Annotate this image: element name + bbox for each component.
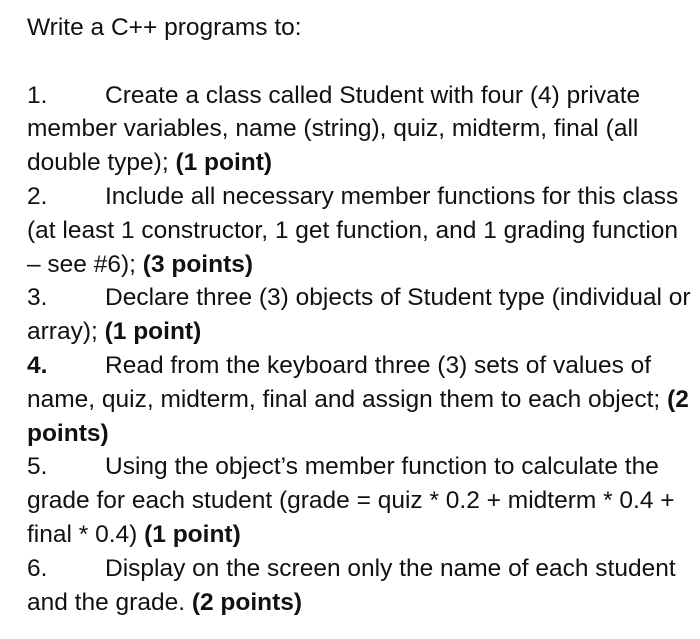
task-text: Include all necessary member functions for this class (at least 1 constructor, 1 get function, and 1 grading function – see #6); <box>27 182 679 278</box>
task-text: Display on the screen only the name of each student and the grade. <box>27 554 676 616</box>
task-number: 3. <box>27 284 48 312</box>
task-item-4 <box>27 349 692 450</box>
task-number: 5. <box>27 453 48 481</box>
task-points: (1 point) <box>144 520 241 548</box>
task-points: (2 points) <box>27 385 689 447</box>
assignment-document <box>27 11 692 619</box>
task-item-3 <box>27 281 692 349</box>
task-points: (3 points) <box>142 250 254 278</box>
task-item-6 <box>27 552 692 620</box>
task-text: Read from the keyboard three (3) sets of values of name, quiz, midterm, final and assign them to each object; <box>27 351 661 413</box>
task-points: (1 point) <box>104 318 202 346</box>
task-points: (2 points) <box>191 588 303 616</box>
assignment-title: Write a C++ programs to: <box>27 14 302 41</box>
task-number: 6. <box>27 554 48 582</box>
task-points: (1 point) <box>175 149 273 177</box>
task-number: 1. <box>27 81 48 109</box>
blank-line <box>27 45 692 79</box>
task-item-2 <box>27 180 692 281</box>
task-number: 4. <box>27 351 48 379</box>
task-item-5 <box>27 450 692 551</box>
task-number: 2. <box>27 182 48 210</box>
task-text: Using the object’s member function to calculate the grade for each student (grade = quiz * 0.2 + midterm * 0.4 + final * 0.4) <box>27 453 675 548</box>
task-text: Create a class called Student with four (4) private member variables, name (string), quiz, midterm, final (all double type); <box>27 81 641 177</box>
task-item-1 <box>27 79 692 180</box>
task-text: Declare three (3) objects of Student type (individual or array); <box>27 284 691 346</box>
